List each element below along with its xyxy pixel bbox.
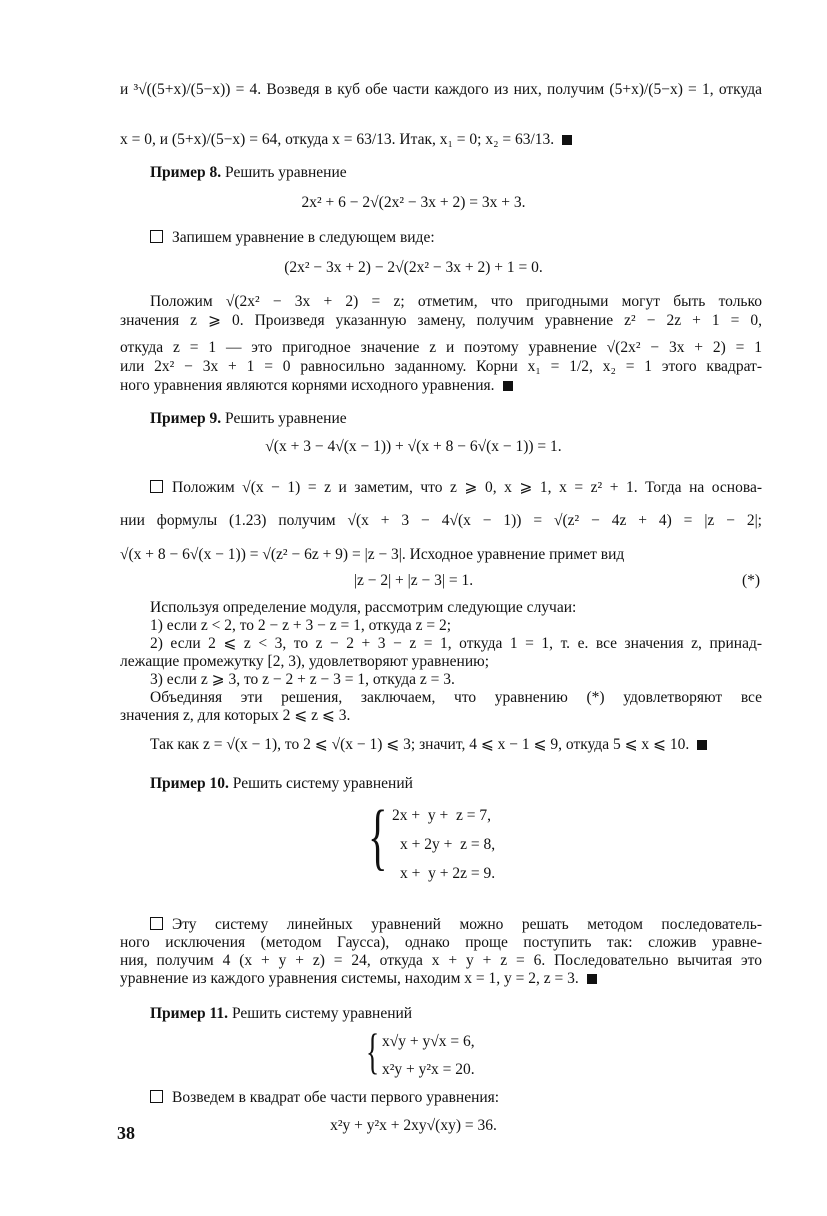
proof-start-icon <box>150 917 163 930</box>
text-line: ния, получим 4 (x + y + z) = 24, откуда x + y + z = 6. Последовательно вычитая это <box>120 952 762 969</box>
system-brace-icon: { <box>366 1023 380 1079</box>
text-line: √(x + 8 − 6√(x − 1)) = √(z² − 6z + 9) = |z − 3|. Исходное уравнение примет вид <box>120 546 625 563</box>
page-number: 38 <box>117 1123 135 1143</box>
proof-start-icon <box>150 480 163 493</box>
text-line: Запишем уравнение в следующем виде: <box>150 228 435 248</box>
system-equation: 2x + y + z = 7, <box>392 807 491 824</box>
text-line: нии формулы (1.23) получим √(x + 3 − 4√(x − 1)) = √(z² − 4z + 4) = |z − 2|; <box>120 512 762 529</box>
proof-start-icon <box>150 1090 163 1103</box>
system-equation: x + y + 2z = 9. <box>400 865 496 882</box>
text-line: x = 0, и (5+x)/(5−x) = 64, откуда x = 63/13. Итак, x₁ = 0; x₂ = 63/13. <box>120 130 572 150</box>
end-of-proof-icon <box>503 381 513 391</box>
system-equation: x²y + y²x = 20. <box>382 1061 475 1078</box>
text-line: Положим √(2x² − 3x + 2) = z; отметим, что пригодными могут быть только <box>150 293 762 310</box>
end-of-proof-icon <box>697 740 707 750</box>
text-line: лежащие промежутку [2, 3), удовлетворяют уравнению; <box>120 653 489 670</box>
text-line: 3) если z ⩾ 3, то z − 2 + z − 3 = 1, откуда z = 3. <box>150 671 455 688</box>
end-of-proof-icon <box>587 974 597 984</box>
example-heading: Пример 10. Решить систему уравнений <box>150 775 413 792</box>
text-line: откуда z = 1 — это пригодное значение z и поэтому уравнение √(2x² − 3x + 2) = 1 <box>120 339 762 356</box>
text-line: Положим √(x − 1) = z и заметим, что z ⩾ 0, x ⩾ 1, x = z² + 1. Тогда на основа- <box>150 478 762 498</box>
text-line: ного исключения (методом Гаусса), однако проще поступить так: сложив уравне- <box>120 934 762 951</box>
text-line: значения z, для которых 2 ⩽ z ⩽ 3. <box>120 707 351 724</box>
text-line: Используя определение модуля, рассмотрим следующие случаи: <box>150 599 577 616</box>
text-line: и ³√((5+x)/(5−x)) = 4. Возведя в куб обе части каждого из них, получим (5+x)/(5−x) = 1, откуда <box>120 81 762 98</box>
system-brace-icon: { <box>368 796 388 878</box>
proof-start-icon <box>150 230 163 243</box>
example-heading: Пример 9. Решить уравнение <box>150 410 347 427</box>
text-line: или 2x² − 3x + 1 = 0 равносильно заданному. Корни x₁ = 1/2, x₂ = 1 этого квадрат- <box>120 358 762 375</box>
formula: (2x² − 3x + 2) − 2√(2x² − 3x + 2) + 1 = 0. <box>284 259 543 276</box>
text-line: 2) если 2 ⩽ z < 3, то z − 2 + 3 − z = 1, откуда 1 = 1, т. е. все значения z, принад- <box>150 635 762 652</box>
formula: |z − 2| + |z − 3| = 1. <box>353 572 474 589</box>
text-line: Эту систему линейных уравнений можно решать методом последователь- <box>150 915 762 935</box>
text-line: Так как z = √(x − 1), то 2 ⩽ √(x − 1) ⩽ 3; значит, 4 ⩽ x − 1 ⩽ 9, откуда 5 ⩽ x ⩽ 10. <box>150 735 707 755</box>
system-equation: x + 2y + z = 8, <box>400 836 496 853</box>
text-line: 1) если z < 2, то 2 − z + 3 − z = 1, откуда z = 2; <box>150 617 452 634</box>
text-line: уравнение из каждого уравнения системы, находим x = 1, y = 2, z = 3. <box>120 969 597 989</box>
text-line: Возведем в квадрат обе части первого уравнения: <box>150 1088 499 1108</box>
text-line: Объединяя эти решения, заключаем, что уравнению (*) удовлетворяют все <box>150 689 762 706</box>
system-equation: x√y + y√x = 6, <box>382 1033 475 1050</box>
formula: 2x² + 6 − 2√(2x² − 3x + 2) = 3x + 3. <box>301 194 526 211</box>
formula: x²y + y²x + 2xy√(xy) = 36. <box>330 1117 497 1134</box>
text-line: значения z ⩾ 0. Произведя указанную замену, получим уравнение z² − 2z + 1 = 0, <box>120 312 762 329</box>
formula: √(x + 3 − 4√(x − 1)) + √(x + 8 − 6√(x − 1)) = 1. <box>265 438 562 455</box>
text-line: ного уравнения являются корнями исходного уравнения. <box>120 376 513 396</box>
example-heading: Пример 11. Решить систему уравнений <box>150 1005 413 1022</box>
equation-tag: (*) <box>742 572 761 589</box>
end-of-proof-icon <box>562 135 572 145</box>
example-heading: Пример 8. Решить уравнение <box>150 164 347 181</box>
